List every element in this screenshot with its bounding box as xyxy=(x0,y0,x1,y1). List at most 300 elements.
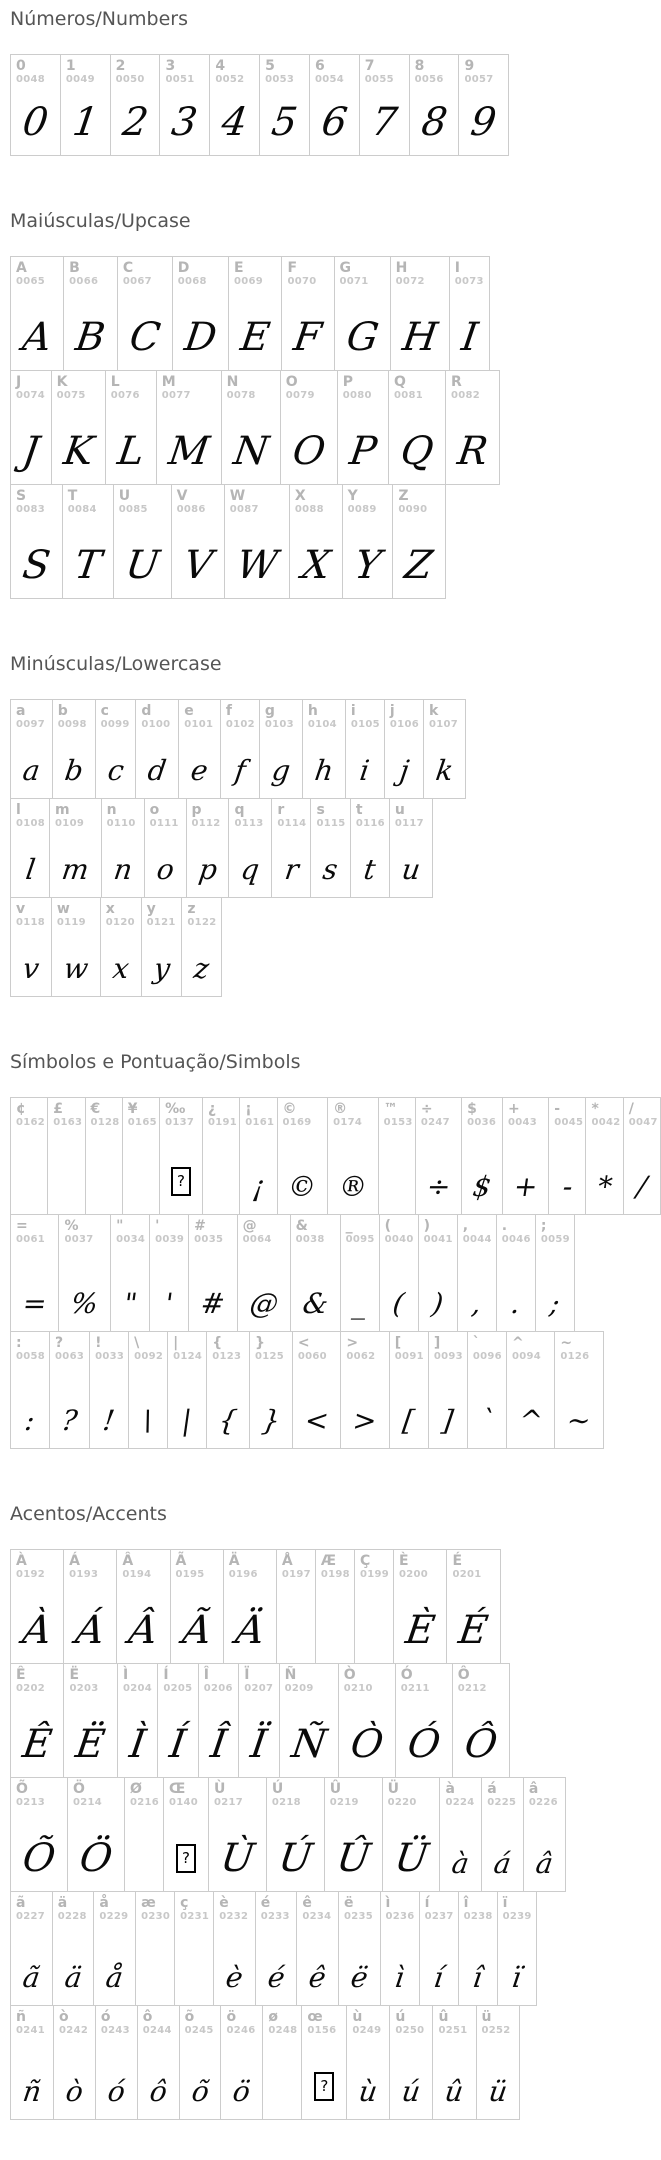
unicode-code-label: 0094 xyxy=(511,1351,541,1363)
unicode-code-label: 0212 xyxy=(457,1683,487,1695)
glyph-preview: j xyxy=(397,754,411,787)
character-label: Y xyxy=(347,488,358,504)
glyph-preview: ü xyxy=(486,2075,509,2108)
glyph-preview: : xyxy=(23,1404,38,1437)
glyph-area xyxy=(11,288,63,370)
unicode-code-label: 0034 xyxy=(116,1234,146,1246)
character-label: 8 xyxy=(414,58,425,74)
glyph-area xyxy=(64,1695,116,1777)
cell-head xyxy=(497,1215,535,1246)
cell-head xyxy=(424,700,465,731)
glyph-preview: ; xyxy=(547,1287,562,1320)
glyph-area xyxy=(11,1363,49,1448)
character-label: [ xyxy=(394,1335,402,1351)
cell-head xyxy=(311,799,349,830)
unicode-code-label: 0040 xyxy=(384,1234,414,1246)
glyph-cell-0089 xyxy=(342,484,394,599)
cell-head xyxy=(101,898,141,929)
glyph-area xyxy=(164,1809,208,1891)
glyph-preview: . xyxy=(509,1287,523,1320)
glyph-preview: 0 xyxy=(19,100,51,145)
glyph-cell-0100 xyxy=(135,699,179,799)
glyph-cell-0128 xyxy=(85,1097,123,1215)
character-label: ù xyxy=(352,2009,363,2025)
cell-head xyxy=(453,1664,509,1695)
glyph-cell-0038 xyxy=(290,1214,341,1332)
glyph-area xyxy=(239,1695,278,1777)
unicode-code-label: 0251 xyxy=(438,2025,468,2037)
character-label: @ xyxy=(242,1218,257,1234)
character-label: D xyxy=(177,260,190,276)
section-title-uppercase: Maiúsculas/Upcase xyxy=(10,210,191,232)
character-label: e xyxy=(184,703,194,719)
glyph-area xyxy=(277,1581,315,1663)
character-label: Z xyxy=(398,488,409,504)
glyph-area xyxy=(240,1129,276,1214)
unicode-code-label: 0109 xyxy=(55,818,85,830)
glyph-cell-0103 xyxy=(259,699,303,799)
character-label: ö xyxy=(226,2009,237,2025)
character-label: ; xyxy=(540,1218,547,1234)
unicode-code-label: 0124 xyxy=(173,1351,203,1363)
unicode-code-label: 0056 xyxy=(414,74,444,86)
unicode-code-label: 0194 xyxy=(122,1569,152,1581)
glyph-cell-0245 xyxy=(179,2005,222,2120)
cell-head xyxy=(468,1332,506,1363)
character-label: ¿ xyxy=(207,1101,217,1117)
glyph-cell-0199 xyxy=(354,1549,394,1664)
glyph-preview: m xyxy=(59,853,91,886)
glyph-cell-0077 xyxy=(156,370,222,485)
glyph-preview: v xyxy=(20,952,42,985)
glyph-preview: l xyxy=(23,853,37,886)
unicode-code-label: 0193 xyxy=(69,1569,99,1581)
glyph-preview: Ó xyxy=(404,1722,443,1767)
notdef-glyph-box: ? xyxy=(314,2072,334,2101)
unicode-code-label: 0236 xyxy=(385,1911,415,1923)
cell-head xyxy=(207,1332,249,1363)
character-label: p xyxy=(191,802,202,818)
glyph-area xyxy=(11,1923,52,2005)
glyph-area xyxy=(61,86,110,155)
glyph-area xyxy=(393,516,444,598)
glyph-area xyxy=(187,830,229,897)
cell-head xyxy=(221,2006,262,2037)
cell-head xyxy=(390,2006,432,2037)
glyph-preview: W xyxy=(233,543,281,588)
cell-head xyxy=(50,1332,89,1363)
glyph-area xyxy=(549,1129,585,1214)
cell-head xyxy=(50,799,101,830)
glyph-area xyxy=(180,2037,221,2119)
glyph-cell-0082 xyxy=(445,370,500,485)
character-label: . xyxy=(501,1218,508,1234)
glyph-preview: ® xyxy=(336,1170,370,1203)
glyph-cell-0104 xyxy=(302,699,346,799)
glyph-cell-0086 xyxy=(171,484,225,599)
cell-head xyxy=(482,1778,523,1809)
glyph-preview: ê xyxy=(307,1961,329,1994)
glyph-area xyxy=(53,731,95,798)
unicode-code-label: 0110 xyxy=(106,818,136,830)
glyph-area xyxy=(325,1809,382,1891)
character-label: Q xyxy=(393,374,406,390)
glyph-area xyxy=(383,1809,440,1891)
unicode-code-label: 0218 xyxy=(271,1797,301,1809)
glyph-rows xyxy=(10,699,661,997)
unicode-code-label: 0174 xyxy=(333,1117,363,1129)
glyph-preview: { xyxy=(216,1404,240,1437)
glyph-rows xyxy=(10,1549,661,2120)
glyph-row xyxy=(10,1097,661,1215)
glyph-cell-0066 xyxy=(63,256,118,371)
cell-head xyxy=(272,799,310,830)
glyph-preview: î xyxy=(470,1961,485,1994)
unicode-code-label: 0068 xyxy=(177,276,207,288)
glyph-cell-0037 xyxy=(58,1214,111,1332)
glyph-area xyxy=(281,402,337,484)
glyph-cell-0242 xyxy=(53,2005,96,2120)
character-label: ú xyxy=(395,2009,406,2025)
glyph-area xyxy=(450,288,489,370)
glyph-preview: É xyxy=(456,1608,492,1653)
glyph-area xyxy=(328,1129,378,1214)
character-label: â xyxy=(528,1781,539,1797)
character-label: # xyxy=(194,1218,206,1234)
cell-head xyxy=(189,1215,236,1246)
cell-head xyxy=(383,1778,440,1809)
unicode-code-label: 0045 xyxy=(554,1117,584,1129)
character-label: T xyxy=(67,488,78,504)
glyph-preview: 3 xyxy=(169,100,201,145)
unicode-code-label: 0033 xyxy=(95,1351,125,1363)
cell-head xyxy=(381,1892,419,1923)
cell-head xyxy=(11,1664,63,1695)
unicode-code-label: 0207 xyxy=(244,1683,274,1695)
cell-head xyxy=(182,898,221,929)
glyph-preview: V xyxy=(180,543,215,588)
glyph-cell-0220 xyxy=(382,1777,441,1892)
glyph-preview: Ü xyxy=(391,1836,431,1881)
character-label: Â xyxy=(122,1553,134,1569)
unicode-code-label: 0048 xyxy=(16,74,46,86)
glyph-cell-0061 xyxy=(10,1214,59,1332)
glyph-area xyxy=(222,402,280,484)
glyph-area xyxy=(250,1363,292,1448)
glyph-area xyxy=(158,1695,197,1777)
cell-head xyxy=(498,1892,536,1923)
glyph-area xyxy=(390,830,432,897)
character-label: G xyxy=(339,260,352,276)
glyph-preview: D xyxy=(181,315,220,360)
unicode-code-label: 0100 xyxy=(141,719,171,731)
glyph-preview: Õ xyxy=(19,1836,59,1881)
cell-head xyxy=(187,799,229,830)
glyph-preview: L xyxy=(114,429,147,474)
unicode-code-label: 0241 xyxy=(16,2025,46,2037)
unicode-code-label: 0076 xyxy=(110,390,140,402)
character-label: ä xyxy=(57,1895,68,1911)
cell-head xyxy=(458,1215,496,1246)
character-label: Ç xyxy=(359,1553,371,1569)
cell-head xyxy=(278,1098,328,1129)
character-label: œ xyxy=(307,2009,323,2025)
glyph-preview: q xyxy=(239,853,262,886)
glyph-area xyxy=(381,1923,419,2005)
cell-head xyxy=(360,55,409,86)
glyph-cell-0059 xyxy=(535,1214,575,1332)
character-label: E xyxy=(233,260,244,276)
glyph-cell-0210 xyxy=(338,1663,396,1778)
glyph-cell-0162 xyxy=(10,1097,48,1215)
section-uppercase xyxy=(10,210,661,599)
unicode-code-label: 0099 xyxy=(100,719,130,731)
cell-head xyxy=(393,485,444,516)
glyph-cell-0110 xyxy=(101,798,145,898)
unicode-code-label: 0104 xyxy=(307,719,337,731)
glyph-preview: À xyxy=(19,1608,55,1653)
character-label: é xyxy=(260,1895,271,1911)
glyph-cell-0093 xyxy=(428,1331,468,1449)
glyph-preview: T xyxy=(71,543,104,588)
glyph-area xyxy=(424,731,465,798)
cell-head xyxy=(11,2006,53,2037)
glyph-area xyxy=(210,86,259,155)
glyph-cell-0053 xyxy=(259,54,310,156)
cell-head xyxy=(267,1778,324,1809)
glyph-area xyxy=(199,1695,238,1777)
glyph-area xyxy=(453,1695,509,1777)
cell-head xyxy=(142,898,182,929)
character-label: ç xyxy=(180,1895,189,1911)
unicode-code-label: 0205 xyxy=(163,1683,193,1695)
unicode-code-label: 0165 xyxy=(127,1117,157,1129)
glyph-cell-0194 xyxy=(116,1549,170,1664)
cell-head xyxy=(222,371,280,402)
character-label: A xyxy=(16,260,27,276)
glyph-area xyxy=(209,1809,266,1891)
glyph-preview: Ì xyxy=(126,1722,149,1767)
glyph-cell-0091 xyxy=(389,1331,429,1449)
glyph-area xyxy=(11,1246,58,1331)
glyph-preview: b xyxy=(62,754,86,787)
cell-head xyxy=(459,55,508,86)
unicode-code-label: 0069 xyxy=(233,276,264,288)
glyph-area xyxy=(86,1129,122,1214)
cell-head xyxy=(11,257,63,288)
glyph-cell-0035 xyxy=(188,1214,237,1332)
glyph-area xyxy=(214,1923,255,2005)
glyph-cell-0097 xyxy=(10,699,53,799)
cell-head xyxy=(172,485,224,516)
glyph-preview: Ë xyxy=(73,1722,109,1767)
glyph-cell-0165 xyxy=(122,1097,160,1215)
glyph-preview: Ã xyxy=(179,1608,214,1653)
cell-head xyxy=(477,2006,519,2037)
glyph-preview: } xyxy=(259,1404,283,1437)
glyph-row xyxy=(10,1777,661,1892)
glyph-preview: & xyxy=(300,1287,330,1320)
cell-head xyxy=(379,1098,415,1129)
glyph-cell-0054 xyxy=(309,54,360,156)
glyph-area xyxy=(555,1363,602,1448)
glyph-area xyxy=(507,1363,554,1448)
cell-head xyxy=(225,485,289,516)
cell-head xyxy=(11,485,62,516)
glyph-preview: n xyxy=(111,853,135,886)
glyph-area xyxy=(339,1695,395,1777)
glyph-cell-0041 xyxy=(418,1214,458,1332)
glyph-area xyxy=(503,1129,548,1214)
cell-head xyxy=(250,1332,292,1363)
cell-head xyxy=(390,799,432,830)
glyph-area xyxy=(341,1363,388,1448)
glyph-cell-0105 xyxy=(345,699,385,799)
cell-head xyxy=(123,1098,159,1129)
glyph-row xyxy=(10,370,661,485)
glyph-preview: * xyxy=(595,1170,615,1203)
glyph-preview: ' xyxy=(163,1287,176,1320)
cell-head xyxy=(624,1098,660,1129)
glyph-area xyxy=(142,929,182,996)
glyph-row xyxy=(10,1331,661,1449)
glyph-cell-0212 xyxy=(452,1663,510,1778)
unicode-code-label: 0250 xyxy=(395,2025,425,2037)
cell-head xyxy=(11,1778,67,1809)
glyph-area xyxy=(410,86,459,155)
glyph-area xyxy=(278,1129,328,1214)
cell-head xyxy=(11,55,60,86)
cell-head xyxy=(136,1892,174,1923)
character-label: ' xyxy=(155,1218,160,1234)
unicode-code-label: 0226 xyxy=(528,1797,558,1809)
cell-head xyxy=(136,700,178,731)
cell-head xyxy=(175,1892,213,1923)
unicode-code-label: 0214 xyxy=(72,1797,103,1809)
glyph-cell-0174 xyxy=(327,1097,379,1215)
character-label: l xyxy=(16,802,21,818)
glyph-preview: K xyxy=(60,429,96,474)
character-label: 2 xyxy=(115,58,126,74)
character-label: ì xyxy=(385,1895,391,1911)
glyph-cell-0068 xyxy=(172,256,229,371)
glyph-area xyxy=(123,1129,159,1214)
glyph-area xyxy=(297,1923,338,2005)
glyph-cell-0050 xyxy=(110,54,161,156)
glyph-row xyxy=(10,1549,661,1664)
glyph-area xyxy=(440,1809,481,1891)
character-label: f xyxy=(225,703,232,719)
glyph-preview: ï xyxy=(509,1961,524,1994)
character-label: q xyxy=(234,802,245,818)
character-label: / xyxy=(628,1101,634,1117)
cell-head xyxy=(125,1778,163,1809)
glyph-cell-0114 xyxy=(271,798,311,898)
notdef-glyph-box: ? xyxy=(171,1167,191,1196)
glyph-area xyxy=(390,2037,432,2119)
glyph-preview: à xyxy=(450,1847,472,1880)
character-label: Á xyxy=(69,1553,81,1569)
character-label: P xyxy=(342,374,353,390)
glyph-preview: f xyxy=(232,754,248,787)
glyph-preview: % xyxy=(69,1287,101,1320)
cell-head xyxy=(11,1215,58,1246)
glyph-cell-0115 xyxy=(310,798,350,898)
glyph-area xyxy=(54,2037,95,2119)
cell-head xyxy=(160,55,209,86)
glyph-preview: ú xyxy=(400,2075,423,2108)
glyph-preview: è xyxy=(223,1961,246,1994)
glyph-area xyxy=(390,1363,428,1448)
glyph-preview: R xyxy=(454,429,491,474)
glyph-row xyxy=(10,699,661,799)
glyph-area xyxy=(168,1363,206,1448)
character-label: _ xyxy=(345,1218,353,1234)
unicode-code-label: 0248 xyxy=(268,2025,298,2037)
cell-head xyxy=(11,1098,47,1129)
glyph-area xyxy=(11,830,49,897)
glyph-cell-0156 xyxy=(301,2005,347,2120)
unicode-code-label: 0098 xyxy=(57,719,87,731)
glyph-cell-0246 xyxy=(220,2005,263,2120)
glyph-area xyxy=(229,830,271,897)
glyph-preview: ô xyxy=(147,2075,170,2108)
glyph-preview: " xyxy=(121,1287,139,1320)
glyph-cell-0056 xyxy=(409,54,460,156)
glyph-cell-0193 xyxy=(63,1549,117,1664)
glyph-preview: Ö xyxy=(76,1836,116,1881)
character-label: W xyxy=(229,488,246,504)
unicode-code-label: 0220 xyxy=(387,1797,417,1809)
character-label: Õ xyxy=(16,1781,28,1797)
glyph-cell-0106 xyxy=(384,699,424,799)
glyph-area xyxy=(114,516,171,598)
cell-head xyxy=(328,1098,378,1129)
glyph-area xyxy=(498,1923,536,2005)
glyph-area xyxy=(136,1923,174,2005)
glyph-cell-0238 xyxy=(458,1891,498,2006)
glyph-cell-0243 xyxy=(95,2005,138,2120)
glyph-area xyxy=(221,731,259,798)
glyph-cell-0249 xyxy=(346,2005,390,2120)
cell-head xyxy=(536,1215,574,1246)
glyph-area xyxy=(160,1129,202,1214)
cell-head xyxy=(164,1778,208,1809)
unicode-code-label: 0077 xyxy=(161,390,191,402)
character-label: \ xyxy=(134,1335,140,1351)
character-label: Ñ xyxy=(284,1667,297,1683)
character-label: v xyxy=(16,901,26,917)
glyph-preview: U xyxy=(122,543,162,588)
unicode-code-label: 0111 xyxy=(149,818,179,830)
cell-head xyxy=(238,1215,290,1246)
cell-head xyxy=(86,1098,122,1129)
character-label: Ä xyxy=(228,1553,240,1569)
glyph-preview: ! xyxy=(101,1404,118,1437)
glyph-cell-0118 xyxy=(10,897,52,997)
unicode-code-label: 0235 xyxy=(343,1911,373,1923)
glyph-preview: \ xyxy=(141,1404,156,1437)
cell-head xyxy=(389,371,445,402)
cell-head xyxy=(347,2006,389,2037)
glyph-area xyxy=(586,1129,622,1214)
unicode-code-label: 0087 xyxy=(229,504,259,516)
glyph-area xyxy=(391,288,449,370)
glyph-area xyxy=(157,402,221,484)
unicode-code-label: 0225 xyxy=(487,1797,517,1809)
character-label: N xyxy=(226,374,239,390)
glyph-preview: e xyxy=(189,754,211,787)
